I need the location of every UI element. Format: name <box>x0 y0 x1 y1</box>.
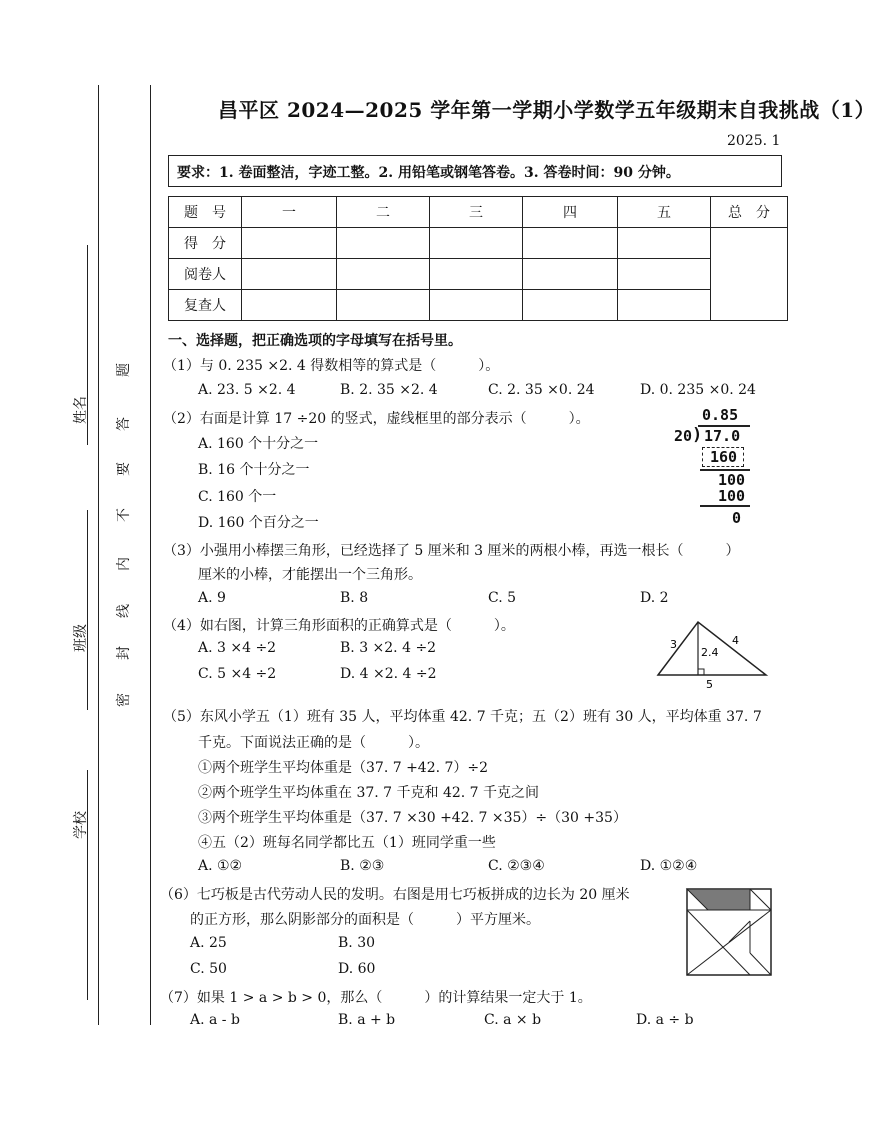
q4-option-d[interactable]: D. 4 ×2. 4 ÷2 <box>340 666 437 682</box>
q7-option-a[interactable]: A. a - b <box>190 1012 240 1028</box>
q5-option-d[interactable]: D. ①②④ <box>640 858 698 874</box>
requirements-box: 要求：1. 卷面整洁，字迹工整。2. 用铅笔或钢笔答卷。3. 答卷时间：90 分钟。 <box>168 155 782 187</box>
score-col-5: 五 <box>618 197 711 228</box>
q2-option-d[interactable]: D. 160 个百分之一 <box>198 515 319 531</box>
triangle-label-left: 3 <box>670 638 677 651</box>
tangram-line <box>750 889 771 910</box>
seal-char-yao: 要 <box>116 462 132 476</box>
score-row-label: 得 分 <box>169 228 242 259</box>
score-cell[interactable] <box>523 259 618 290</box>
score-cell[interactable] <box>430 259 523 290</box>
division-bracket: ) <box>692 425 703 445</box>
q3-option-a[interactable]: A. 9 <box>198 590 226 606</box>
q3-option-d[interactable]: D. 2 <box>640 590 669 606</box>
score-cell[interactable] <box>242 290 337 321</box>
score-cell[interactable] <box>242 259 337 290</box>
triangle-label-base: 5 <box>706 678 713 691</box>
score-header-label: 题 号 <box>169 197 242 228</box>
q5-statement-2: ②两个班学生平均体重在 37. 7 千克和 42. 7 千克之间 <box>198 785 540 801</box>
q1-option-c[interactable]: C. 2. 35 ×0. 24 <box>488 382 595 398</box>
q5-statement-3: ③两个班学生平均体重是（37. 7 ×30 +42. 7 ×35）÷（30 +35） <box>198 810 627 826</box>
tangram-line <box>687 910 771 975</box>
q3-option-b[interactable]: B. 8 <box>340 590 369 606</box>
seal-char-bu: 不 <box>116 508 132 522</box>
q5-option-a[interactable]: A. ①② <box>198 858 243 874</box>
section-1-heading: 一、选择题，把正确选项的字母填写在括号里。 <box>168 333 462 349</box>
tangram-shaded-piece <box>687 889 750 910</box>
q6-stem-line2: 的正方形，那么阴影部分的面积是（ ）平方厘米。 <box>190 912 540 928</box>
name-label: 姓名 <box>73 396 89 424</box>
division-dividend: 17.0 <box>704 427 741 445</box>
seal-char-feng: 封 <box>116 646 132 660</box>
division-divisor: 20 <box>674 427 693 445</box>
long-division-figure <box>668 405 758 527</box>
score-cell[interactable] <box>618 259 711 290</box>
division-quotient: 0.85 <box>702 406 739 424</box>
score-col-4: 四 <box>523 197 618 228</box>
tangram-line <box>687 910 750 975</box>
q5-option-b[interactable]: B. ②③ <box>340 858 385 874</box>
q2-option-a[interactable]: A. 160 个十分之一 <box>198 436 319 452</box>
q1-option-d[interactable]: D. 0. 235 ×0. 24 <box>640 382 756 398</box>
triangle-figure <box>652 618 772 690</box>
q6-option-d[interactable]: D. 60 <box>338 961 376 977</box>
division-remainder: 0 <box>732 509 742 527</box>
score-col-3: 三 <box>430 197 523 228</box>
score-row-label: 复查人 <box>169 290 242 321</box>
q1-option-a[interactable]: A. 23. 5 ×2. 4 <box>198 382 296 398</box>
score-cell[interactable] <box>523 290 618 321</box>
q5-statement-1: ①两个班学生平均体重是（37. 7 +42. 7）÷2 <box>198 760 489 776</box>
q7-option-b[interactable]: B. a + b <box>338 1012 396 1028</box>
exam-date: 2025. 1 <box>727 133 781 149</box>
q7-option-d[interactable]: D. a ÷ b <box>636 1012 694 1028</box>
score-cell[interactable] <box>242 228 337 259</box>
score-col-1: 一 <box>242 197 337 228</box>
q2-option-c[interactable]: C. 160 个一 <box>198 489 277 505</box>
q3-option-c[interactable]: C. 5 <box>488 590 517 606</box>
triangle-label-height: 2.4 <box>701 646 719 659</box>
score-row-label: 阅卷人 <box>169 259 242 290</box>
q3-stem-line1: （3）小强用小棒摆三角形，已经选择了 5 厘米和 3 厘米的两根小棒，再选一根长（ ） <box>163 543 740 559</box>
q7-stem: （7）如果 1 > a > b > 0，那么（ ）的计算结果一定大于 1。 <box>160 990 592 1006</box>
score-cell[interactable] <box>337 259 430 290</box>
q5-stem-line1: （5）东风小学五（1）班有 35 人，平均体重 42. 7 千克；五（2）班有 30 人，平均体重 37. 7 <box>163 709 762 725</box>
division-row-2: 100 <box>718 487 746 505</box>
q1-option-b[interactable]: B. 2. 35 ×2. 4 <box>340 382 438 398</box>
q6-option-b[interactable]: B. 30 <box>338 935 376 951</box>
school-underline <box>87 770 88 1000</box>
tangram-line <box>729 921 750 942</box>
q5-stem-line2: 千克。下面说法正确的是（ ）。 <box>198 735 429 751</box>
right-angle-mark <box>698 669 704 675</box>
q6-stem-line1: （6）七巧板是古代劳动人民的发明。右图是用七巧板拼成的边长为 20 厘米 <box>160 887 630 903</box>
q1-stem: （1）与 0. 235 ×2. 4 得数相等的算式是（ ）。 <box>163 358 500 374</box>
q2-stem: （2）右面是计算 17 ÷20 的竖式，虚线框里的部分表示（ ）。 <box>163 411 590 427</box>
division-boxed-value: 160 <box>710 448 738 466</box>
score-col-2: 二 <box>337 197 430 228</box>
score-cell[interactable] <box>337 228 430 259</box>
score-cell[interactable] <box>430 228 523 259</box>
q4-option-b[interactable]: B. 3 ×2. 4 ÷2 <box>340 640 437 656</box>
division-line-2 <box>700 505 750 507</box>
score-cell[interactable] <box>618 290 711 321</box>
class-label: 班级 <box>73 624 89 652</box>
q6-option-a[interactable]: A. 25 <box>190 935 227 951</box>
binding-line-inner <box>150 85 151 1025</box>
score-total-label: 总 分 <box>711 197 788 228</box>
q4-option-c[interactable]: C. 5 ×4 ÷2 <box>198 666 277 682</box>
school-label: 学校 <box>73 811 89 839</box>
exam-title: 昌平区 2024—2025 学年第一学期小学数学五年级期末自我挑战（1） <box>218 98 875 122</box>
seal-char-nei: 内 <box>116 557 132 571</box>
binding-line-outer <box>98 85 99 1025</box>
score-cell[interactable] <box>337 290 430 321</box>
q2-option-b[interactable]: B. 16 个十分之一 <box>198 462 310 478</box>
score-cell[interactable] <box>618 228 711 259</box>
class-underline <box>87 510 88 710</box>
seal-char-xian: 线 <box>116 604 132 618</box>
tangram-figure <box>686 888 774 978</box>
q5-option-c[interactable]: C. ②③④ <box>488 858 545 874</box>
score-cell[interactable] <box>523 228 618 259</box>
q3-stem-line2: 厘米的小棒，才能摆出一个三角形。 <box>198 567 422 583</box>
q4-option-a[interactable]: A. 3 ×4 ÷2 <box>198 640 277 656</box>
seal-char-ti: 题 <box>116 363 132 377</box>
total-score-cell[interactable] <box>711 228 788 321</box>
triangle-label-right: 4 <box>732 634 739 647</box>
division-row-1: 100 <box>718 471 746 489</box>
score-cell[interactable] <box>430 290 523 321</box>
seal-char-da: 答 <box>116 417 132 431</box>
score-table <box>168 196 788 321</box>
seal-char-mi: 密 <box>116 693 132 707</box>
q4-stem: （4）如右图，计算三角形面积的正确算式是（ ）。 <box>163 618 515 634</box>
q7-option-c[interactable]: C. a × b <box>484 1012 542 1028</box>
q6-option-c[interactable]: C. 50 <box>190 961 227 977</box>
tangram-line <box>750 953 771 975</box>
q5-statement-4: ④五（2）班每名同学都比五（1）班同学重一些 <box>198 835 496 851</box>
